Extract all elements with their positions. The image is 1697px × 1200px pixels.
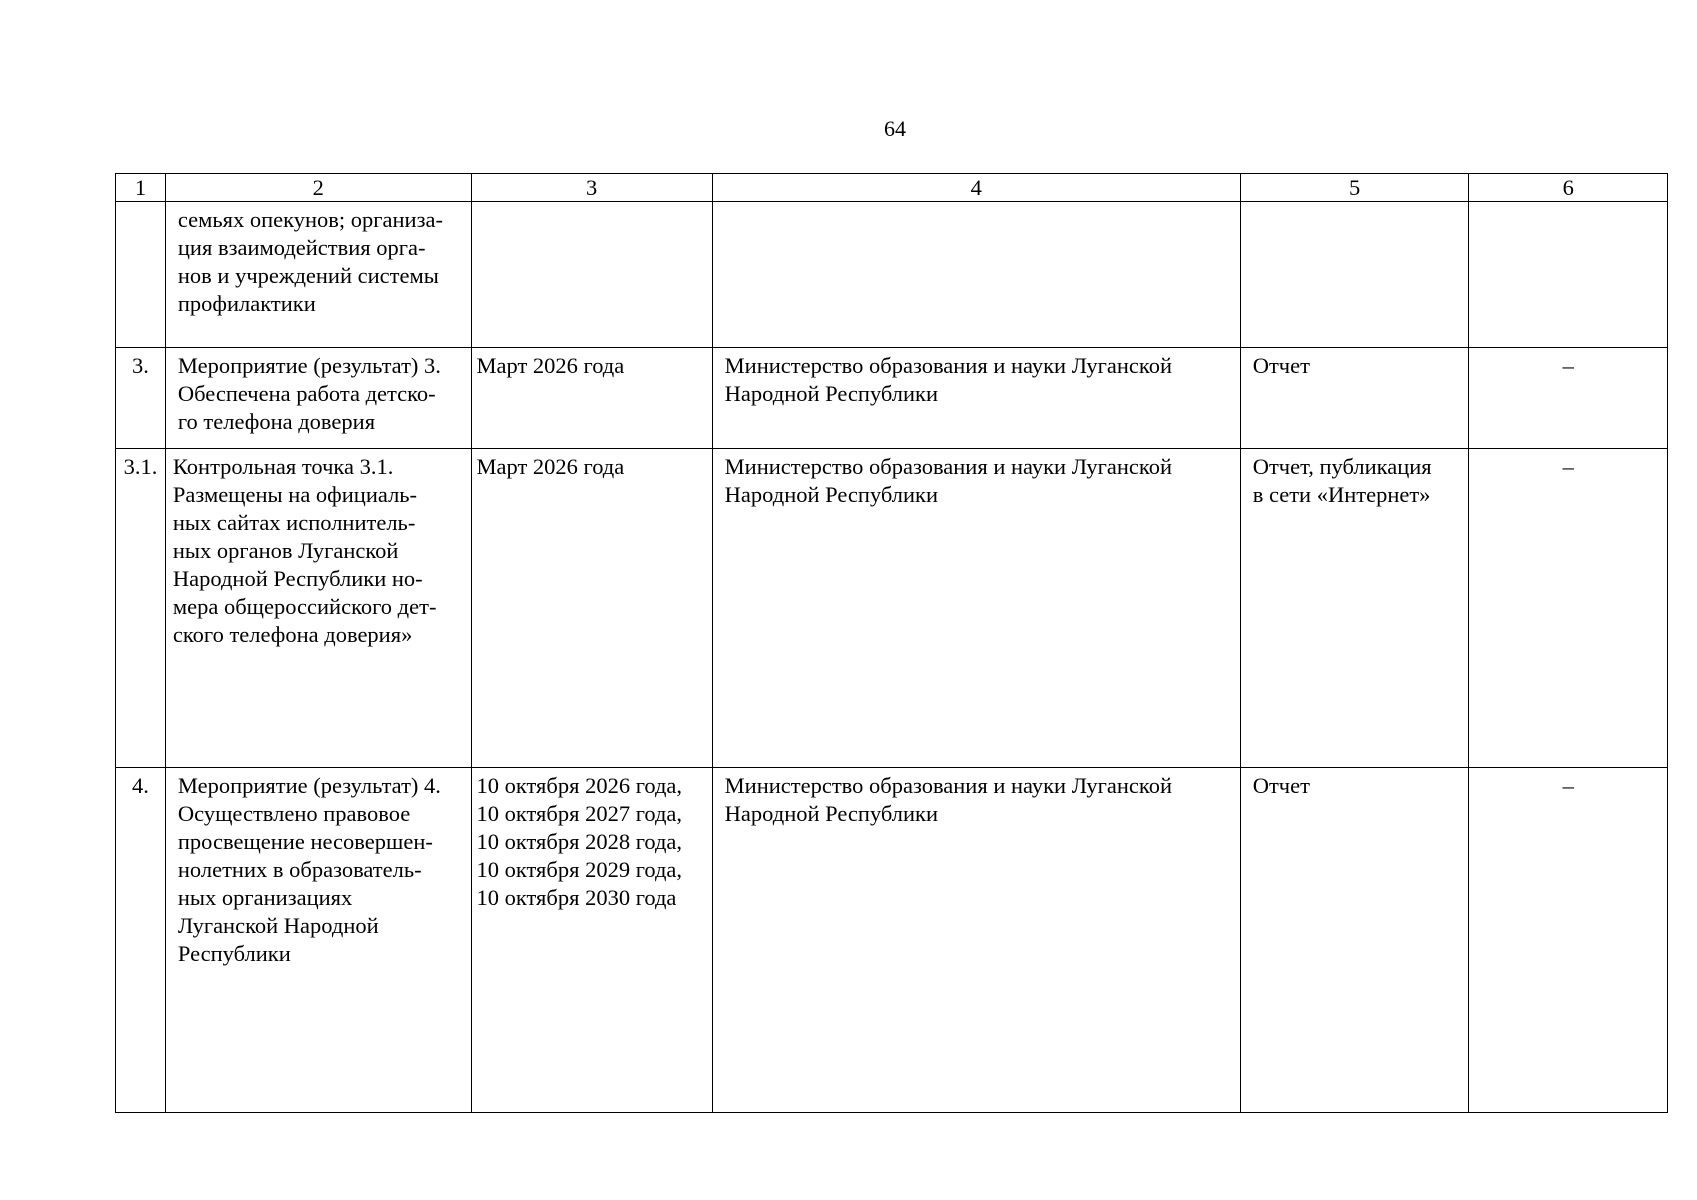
- responsible-cell: [712, 202, 1240, 348]
- event-name-line: Мероприятие (результат) 4.: [177, 773, 441, 798]
- event-name-line: Размещены на официаль-: [172, 482, 418, 507]
- document-type-line: Отчет, публикация: [1252, 454, 1432, 479]
- table-row: [116, 202, 1668, 348]
- deadline-line: Март 2026 года: [476, 454, 625, 479]
- control-points-table: [115, 173, 1668, 1113]
- responsible-line: Министерство образования и науки Луганской: [724, 353, 1172, 378]
- event-name-cell: [165, 449, 471, 768]
- event-name-line: Обеспечена работа детско-: [177, 381, 436, 406]
- document-type-cell: [1240, 348, 1469, 449]
- event-name-line: ных органов Луганской: [172, 538, 399, 563]
- event-name-cell: [165, 768, 471, 1113]
- responsible-cell: [712, 348, 1240, 449]
- column-6-cell: [1469, 202, 1668, 348]
- row-number-cell: 3.1.: [116, 449, 166, 768]
- deadline-cell: [471, 768, 712, 1113]
- responsible-line: Народной Республики: [724, 482, 939, 507]
- table-header-row: [116, 174, 1668, 202]
- column-6-cell: –: [1469, 449, 1668, 768]
- responsible-line: Народной Республики: [724, 801, 939, 826]
- document-type-line: Отчет: [1252, 353, 1310, 378]
- event-name-cell: [165, 202, 471, 348]
- event-name-line: Луганской Народной: [177, 913, 379, 938]
- responsible-line: Министерство образования и науки Луганской: [724, 773, 1172, 798]
- row-number-cell: [116, 202, 166, 348]
- deadline-line: 10 октября 2027 года,: [476, 801, 683, 826]
- event-name-line: Контрольная точка 3.1.: [172, 454, 394, 479]
- column-header: 2: [165, 174, 471, 202]
- table-row: [116, 768, 1668, 1113]
- deadline-line: Март 2026 года: [476, 353, 625, 378]
- event-name-line: Народной Республики но-: [172, 566, 423, 591]
- row-number-cell: 3.: [116, 348, 166, 449]
- event-name-line: мера общероссийского дет-: [172, 594, 437, 619]
- table-row: [116, 449, 1668, 768]
- event-name-line: Мероприятие (результат) 3.: [177, 353, 441, 378]
- deadline-line: 10 октября 2028 года,: [476, 829, 683, 854]
- document-type-cell: [1240, 768, 1469, 1113]
- event-name-line: семьях опекунов; организа-: [177, 207, 443, 232]
- page-number: 64: [884, 116, 906, 141]
- event-name-line: ных сайтах исполнитель-: [172, 510, 416, 535]
- event-name-line: Республики: [177, 941, 291, 966]
- column-6-cell: –: [1469, 348, 1668, 449]
- event-name-line: профилактики: [177, 291, 316, 316]
- column-header: 3: [471, 174, 712, 202]
- column-header: 6: [1469, 174, 1668, 202]
- event-name-line: нов и учреждений системы: [177, 263, 439, 288]
- document-type-line: Отчет: [1252, 773, 1310, 798]
- responsible-cell: [712, 768, 1240, 1113]
- event-name-line: нолетних в образователь-: [177, 857, 422, 882]
- column-6-cell: –: [1469, 768, 1668, 1113]
- event-name-line: ных организациях: [177, 885, 353, 910]
- row-number-cell: 4.: [116, 768, 166, 1113]
- deadline-cell: [471, 449, 712, 768]
- event-name-cell: [165, 348, 471, 449]
- deadline-cell: [471, 202, 712, 348]
- responsible-cell: [712, 449, 1240, 768]
- event-name-line: просвещение несовершен-: [177, 829, 433, 854]
- column-header: 4: [712, 174, 1240, 202]
- event-name-line: го телефона доверия: [177, 409, 376, 434]
- responsible-line: Министерство образования и науки Луганской: [724, 454, 1172, 479]
- responsible-line: Народной Республики: [724, 381, 939, 406]
- event-name-line: Осуществлено правовое: [177, 801, 411, 826]
- deadline-line: 10 октября 2030 года: [476, 885, 677, 910]
- event-name-line: ция взаимодействия орга-: [177, 235, 426, 260]
- deadline-cell: [471, 348, 712, 449]
- deadline-line: 10 октября 2026 года,: [476, 773, 683, 798]
- document-type-cell: [1240, 202, 1469, 348]
- document-type-cell: [1240, 449, 1469, 768]
- column-header: 5: [1240, 174, 1469, 202]
- document-type-line: в сети «Интернет»: [1252, 482, 1431, 507]
- column-header: 1: [116, 174, 166, 202]
- deadline-line: 10 октября 2029 года,: [476, 857, 683, 882]
- table-row: [116, 348, 1668, 449]
- event-name-line: ского телефона доверия»: [172, 622, 413, 647]
